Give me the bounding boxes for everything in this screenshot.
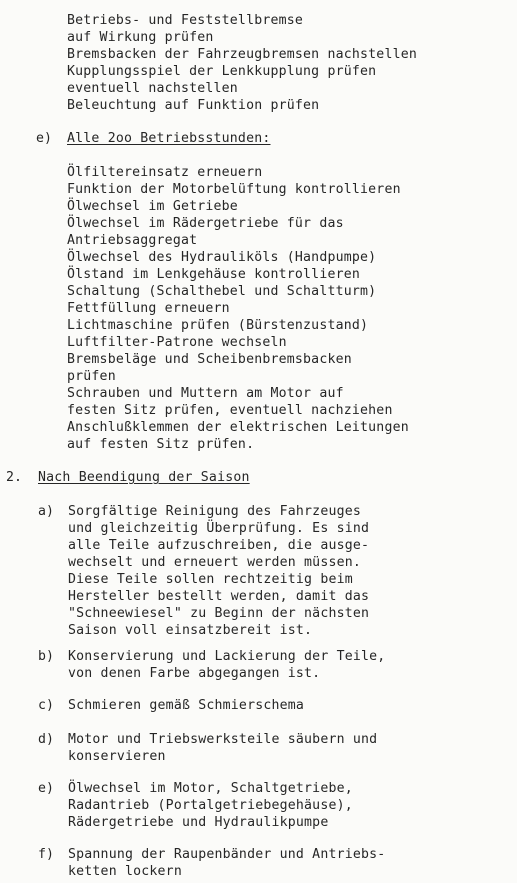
text-line: Motor und Triebswerksteile säubern und [68,732,378,747]
text-line: Rädergetriebe und Hydraulikpumpe [68,815,329,830]
text-line: Fettfüllung erneuern [67,301,230,316]
text-line: festen Sitz prüfen, eventuell nachziehen [67,403,393,418]
section-heading: Alle 2oo Betriebsstunden: [67,131,271,146]
text-line: konservieren [68,749,166,764]
text-line: wechselt und erneuert werden müssen. [68,555,362,570]
text-line: Antriebsaggregat [67,233,198,248]
text-line: Ölwechsel im Motor, Schaltgetriebe, [68,781,353,796]
section-number: 2. [6,470,22,485]
text-line: Ölstand im Lenkgehäuse kontrollieren [67,267,361,282]
text-line: Anschlußklemmen der elektrischen Leitungen [67,420,409,435]
text-line: alle Teile aufzuschreiben, die ausge- [68,538,370,553]
item-marker: d) [38,732,54,747]
text-line: Luftfilter-Patrone wechseln [67,335,287,350]
text-line: ketten lockern [68,864,182,879]
text-line: Beleuchtung auf Funktion prüfen [67,98,320,113]
text-line: Schaltung (Schalthebel und Schaltturm) [67,284,377,299]
section-marker: e) [36,131,52,146]
text-line: und gleichzeitig Überprüfung. Es sind [68,521,370,536]
text-line: Diese Teile sollen rechtzeitig beim [68,572,353,587]
item-marker: b) [38,649,54,664]
text-line: prüfen [67,369,116,384]
text-line: Funktion der Motorbelüftung kontrollieren [67,182,401,197]
text-line: Konservierung und Lackierung der Teile, [68,649,386,664]
text-line: Hersteller bestellt werden, damit das [68,589,370,604]
text-line: Ölwechsel im Rädergetriebe für das [67,216,344,231]
text-line: auf Wirkung prüfen [67,30,214,45]
text-line: Ölfiltereinsatz erneuern [67,165,263,180]
text-line: Ölwechsel im Getriebe [67,199,238,214]
item-marker: c) [38,698,54,713]
text-line: Sorgfältige Reinigung des Fahrzeuges [68,504,362,519]
text-line: Saison voll einsatzbereit ist. [68,623,313,638]
item-marker: e) [38,781,54,796]
text-line: Lichtmaschine prüfen (Bürstenzustand) [67,318,369,333]
text-line: Spannung der Raupenbänder und Antriebs- [68,847,386,862]
text-line: Bremsbeläge und Scheibenbremsbacken [67,352,352,367]
text-line: "Schneewiesel" zu Beginn der nächsten [68,606,370,621]
text-line: eventuell nachstellen [67,81,238,96]
text-line: von denen Farbe abgegangen ist. [68,666,321,681]
text-line: Schrauben und Muttern am Motor auf [67,386,344,401]
item-marker: a) [38,504,54,519]
text-line: auf festen Sitz prüfen. [67,437,255,452]
text-line: Schmieren gemäß Schmierschema [68,698,305,713]
text-line: Betriebs- und Feststellbremse [67,13,304,28]
item-marker: f) [38,847,54,862]
text-line: Bremsbacken der Fahrzeugbremsen nachstellen [67,47,418,62]
text-line: Kupplungsspiel der Lenkkupplung prüfen [67,64,377,79]
text-line: Ölwechsel des Hydrauliköls (Handpumpe) [67,250,377,265]
section-heading: Nach Beendigung der Saison [38,470,250,485]
text-line: Radantrieb (Portalgetriebegehäuse), [68,798,353,813]
